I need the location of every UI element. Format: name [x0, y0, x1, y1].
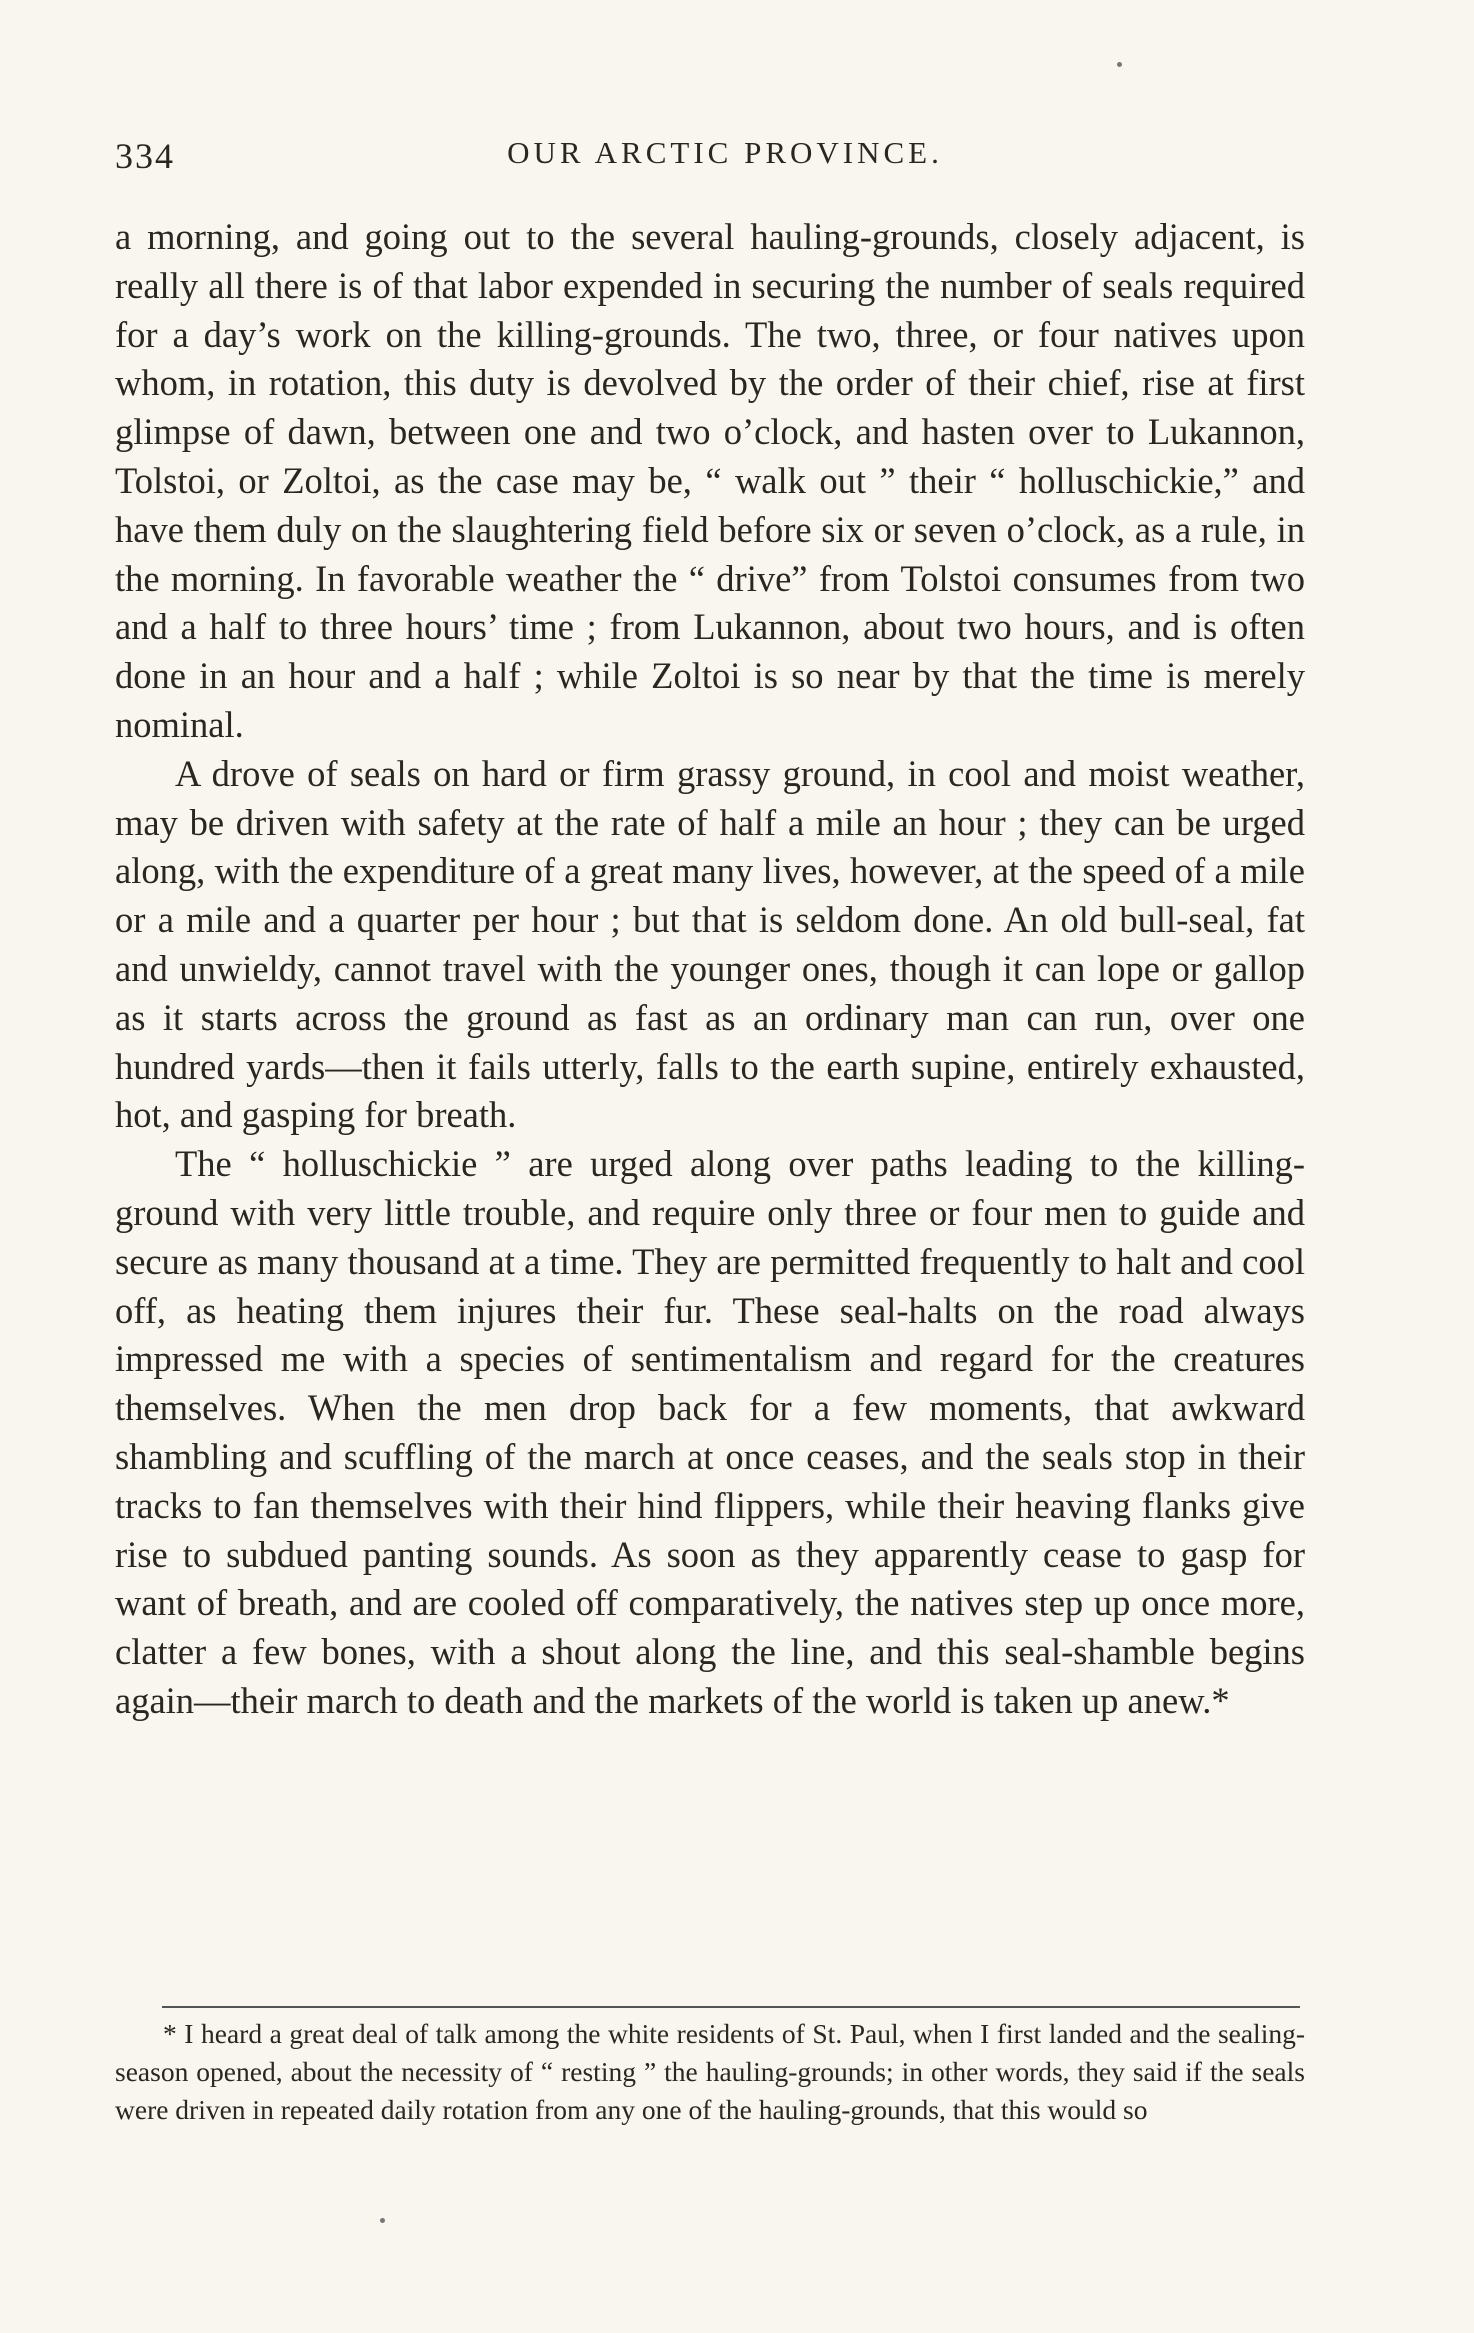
paragraph-2: A drove of seals on hard or firm grassy ground, in cool and moist weather, may be driven with safety at the rate of half a mile an hour ; they can be urged along, with the expenditure of a great many lives, however, at the speed of a mile or a mile and a quarter per hour ; but that is seldom done. An old bull-seal, fat and unwieldy, cannot travel with the younger ones, though it can lope or gallop as it starts across the ground as fast as an ordinary man can run, over one hundred yards—then it fails utterly, falls to the earth supine, entirely exhausted, hot, and gasping for breath. — [115, 752, 1305, 1136]
print-speck — [380, 2218, 385, 2223]
page-header — [115, 135, 1305, 185]
paragraph-3: The “ holluschickie ” are urged along over paths leading to the killing-ground with very little trouble, and require only three or four men to guide and secure as many thousand at a time. They are permitted frequently to halt and cool off, as heating them injures their fur. These seal-halts on the road always impressed me with a species of sentimentalism and regard for the creatures themselves. When the men drop back for a few moments, that awkward shambling and scuffling of the march at once ceases, and the seals stop in their tracks to fan themselves with their hind flippers, while their heaving flanks give rise to subdued panting sounds. As soon as they apparently cease to gasp for want of breath, and are cooled off comparatively, the natives step up once more, clatter a few bones, with a shout along the line, and this seal-shamble begins again—their march to death and the markets of the world is taken up anew.* — [115, 1143, 1305, 1721]
running-title: OUR ARCTIC PROVINCE. — [507, 135, 943, 170]
paragraph-1: a morning, and going out to the several hauling-grounds, closely adjacent, is really all there is of that labor expended in securing the number of seals required for a day’s work on the killing-grounds. The two, three, or four natives upon whom, in rotation, this duty is devolved by the order of their chief, rise at first glimpse of dawn, between one and two o’clock, and hasten over to Lukannon, Tolstoi, or Zoltoi, as the case may be, “ walk out ” their “ holluschickie,” and have them duly on the slaughtering field before six or seven o’clock, as a rule, in the morning. In favorable weather the “ drive” from Tolstoi consumes from two and a half to three hours’ time ; from Lukannon, about two hours, and is often done in an hour and a half ; while Zoltoi is so near by that the time is merely nominal. — [115, 216, 1305, 745]
footnote: * I heard a great deal of talk among the white residents of St. Paul, when I first landed and the sealing-season opened, about the necessity of “ resting ” the hauling-grounds; in other words, they said if the seals were driven in repeated daily rotation from any one of the hauling-grounds, that this would so — [115, 2018, 1305, 2125]
print-speck — [1117, 62, 1122, 67]
page-number: 334 — [115, 136, 175, 176]
footnote-divider — [162, 2006, 1300, 2008]
body-text — [115, 213, 1305, 1726]
